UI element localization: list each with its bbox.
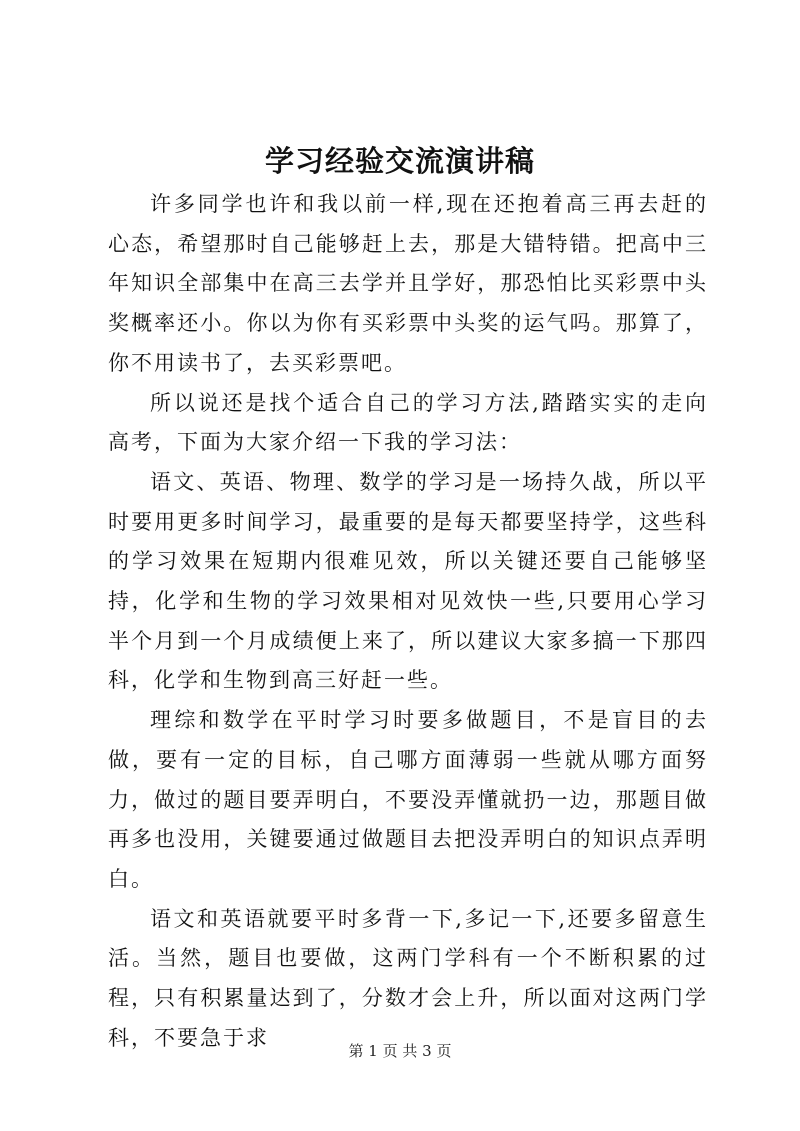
paragraph-1: 许多同学也许和我以前一样,现在还抱着高三再去赶的心态，希望那时自己能够赶上去，那是大错特错。把高中三年知识全部集中在高三去学并且学好，那恐怕比买彩票中头奖概率还小。你以为你有买彩票中头奖的运气吗。那算了，你不用读书了，去买彩票吧。	[108, 192, 708, 375]
document-body	[108, 185, 708, 1058]
document-title: 学习经验交流演讲稿	[264, 144, 535, 178]
paragraph-2: 所以说还是找个适合自己的学习方法,踏踏实实的走向高考，下面为大家介绍一下我的学习法：	[108, 390, 708, 455]
paragraph-4: 理综和数学在平时学习时要多做题目，不是盲目的去做，要有一定的目标，自己哪方面薄弱一些就从哪方面努力，做过的题目要弄明白，不要没弄懂就扔一边，那题目做再多也没用，关键要通过做题目去把没弄明白的知识点弄明白。	[108, 708, 708, 891]
page-footer: 第 1 页 共 3 页	[348, 1042, 452, 1060]
paragraph-3: 语文、英语、物理、数学的学习是一场持久战，所以平时要用更多时间学习，最重要的是每天都要坚持学，这些科的学习效果在短期内很难见效，所以关键还要自己能够坚持，化学和生物的学习效果相对见效快一些,只要用心学习半个月到一个月成绩便上来了，所以建议大家多搞一下那四科，化学和生物到高三好赶一些。	[108, 469, 708, 693]
paragraph-5: 语文和英语就要平时多背一下,多记一下,还要多留意生活。当然，题目也要做，这两门学科有一个不断积累的过程，只有积累量达到了，分数才会上升，所以面对这两门学科，不要急于求	[108, 906, 708, 1050]
